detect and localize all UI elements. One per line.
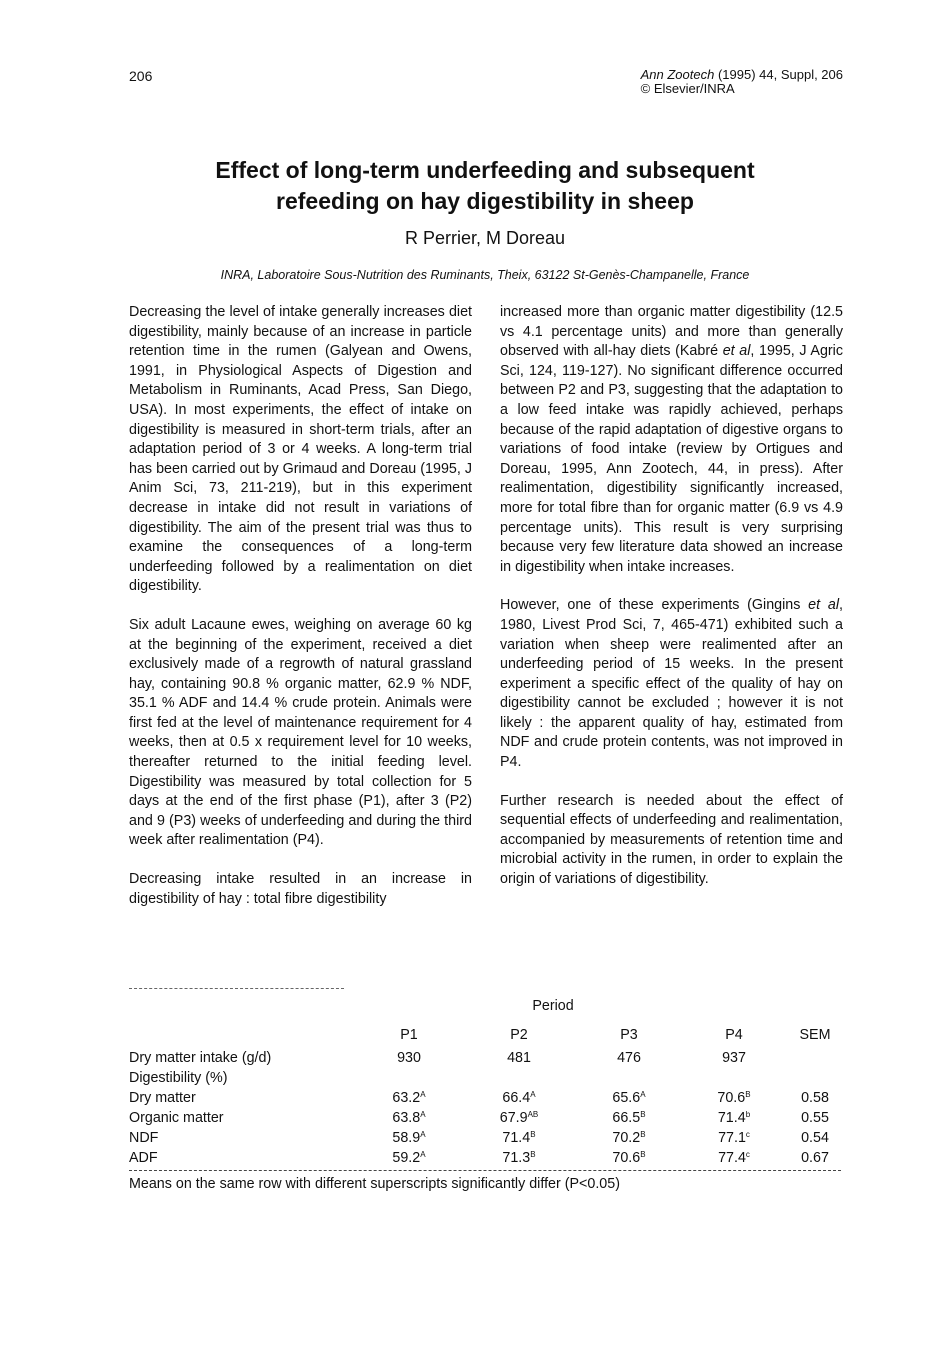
cell-value: 77.1	[718, 1130, 746, 1146]
p4-text-a: increased more than organic matter digestibility (12.5 vs 4.1 percentage units) and more than generally observed with all-hay diets (Kabré	[500, 304, 843, 360]
col-header-p3: P3	[620, 1027, 638, 1043]
table-cell	[459, 1068, 579, 1088]
sem-cell: 0.67	[801, 1150, 829, 1166]
sem-cell: 0.54	[801, 1130, 829, 1146]
row-label: Dry matter intake (g/d)	[129, 1050, 272, 1066]
significance-superscript: A	[420, 1130, 426, 1139]
journal-citation	[641, 68, 843, 96]
significance-superscript: c	[745, 1130, 750, 1139]
table-cell	[579, 1048, 679, 1068]
paragraph-1: Decreasing the level of intake generally increases diet digestibility, mainly because of an increase in particle retention time in the rumen (Galyean and Owens, 1991, in Physiological Aspects of Digestion and Metabolism in Ruminants, Acad Press, San Diego, USA). In most experiments, the effect of intake on digestibility is measured in short-term trials, after an adaptation period of 3 or 4 weeks. A long-term trial has been carried out by Grimaud and Doreau (1995, J Anim Sci, 73, 211-219), but in this experiment decrease in intake did not result in variations of digestibility. The aim of the present trial was thus to examine the consequences of a long-term underfeeding followed by a realimentation on diet digestibility.	[129, 304, 472, 595]
table-cell	[359, 1148, 459, 1168]
header-label-cell	[129, 1022, 359, 1048]
right-column	[500, 303, 843, 909]
significance-superscript: A	[420, 1150, 426, 1159]
sem-cell: 0.55	[801, 1110, 829, 1126]
table-cell	[579, 1108, 679, 1128]
paragraph-3: Decreasing intake resulted in an increase in digestibility of hay : total fibre digestibility	[129, 871, 472, 907]
affiliation: INRA, Laboratoire Sous-Nutrition des Ruminants, Theix, 63122 St-Genès-Champanelle, France	[220, 268, 750, 282]
paragraph-2: Six adult Lacaune ewes, weighing on average 60 kg at the beginning of the experiment, received a diet exclusively made of a regrowth of natural grassland hay, containing 90.8 % organic matter, 62.9 % NDF, 35.1 % ADF and 14.4 % crude protein. Animals were first fed at the level of maintenance requirement for 4 weeks, then at 0.5 x requirement level for 10 weeks, thereafter returned to the initial feeding level. Digestibility was measured by total collection for 5 days at the end of the first phase (P1), after 3 (P2) and 9 (P3) weeks of underfeeding and during the third week after realimentation (P4).	[129, 616, 472, 849]
cell-value: 77.4	[718, 1150, 746, 1166]
table-bottom-rule	[129, 1170, 841, 1171]
col-header-sem: SEM	[799, 1027, 831, 1043]
significance-superscript: c	[745, 1150, 750, 1159]
cell-value: 65.6	[612, 1090, 641, 1106]
table-footnote: Means on the same row with different superscripts significantly differ (P<0.05)	[129, 1176, 620, 1192]
significance-superscript: AB	[527, 1110, 539, 1119]
table-cell	[359, 1108, 459, 1128]
table-cell	[359, 1128, 459, 1148]
table-cell	[679, 1148, 789, 1168]
table-cell	[579, 1088, 679, 1108]
title-line-1: Effect of long-term underfeeding and subsequent	[215, 157, 755, 183]
table-cell	[459, 1148, 579, 1168]
table-cell	[359, 1088, 459, 1108]
cell-value: 66.5	[612, 1110, 641, 1126]
p5-etal: et al	[808, 597, 840, 614]
table-cell	[579, 1148, 679, 1168]
table-cell	[459, 1088, 579, 1108]
row-label: Dry matter	[129, 1090, 196, 1106]
row-label: Organic matter	[129, 1110, 224, 1126]
table-cell	[359, 1048, 459, 1068]
cell-value: 71.3	[502, 1150, 531, 1166]
cell-value: 937	[722, 1050, 746, 1066]
table-row	[129, 1108, 841, 1128]
table-cell	[459, 1108, 579, 1128]
row-label: ADF	[129, 1150, 158, 1166]
cell-value: 481	[507, 1050, 531, 1066]
page-number: 206	[129, 68, 153, 84]
table-cell	[679, 1128, 789, 1148]
table-cell	[359, 1068, 459, 1088]
table-cell	[579, 1128, 679, 1148]
table-cell	[579, 1068, 679, 1088]
table-row	[129, 1048, 841, 1068]
table-row	[129, 1148, 841, 1168]
paper-title	[60, 155, 910, 217]
table-header-row	[129, 1022, 841, 1048]
paragraph-4	[500, 303, 843, 577]
row-label: Digestibility (%)	[129, 1070, 228, 1086]
cell-value: 70.6	[612, 1150, 641, 1166]
p5-text-b: , 1980, Livest Prod Sci, 7, 465-471) exhibited such a variation when sheep were realimented after an underfeeding period of 15 weeks. In the present experiment a specific effect of the quality of hay on digestibility cannot be excluded ; however it is not likely : the apparent quality of hay, estimated from NDF and crude protein contents, was not improved in P4.	[500, 597, 843, 771]
cell-value: 71.4	[717, 1110, 746, 1126]
sem-cell	[789, 1068, 841, 1088]
table-row	[129, 1128, 841, 1148]
col-header-p4: P4	[725, 1027, 743, 1043]
title-line-2: refeeding on hay digestibility in sheep	[276, 188, 694, 214]
paragraph-6: Further research is needed about the effect of sequential effects of underfeeding and realimentation, accompanied by measurements of retention time and microbial activity in the rumen, in order to explain the origin of variations of digestibility.	[500, 792, 843, 888]
authors: R Perrier, M Doreau	[404, 228, 566, 248]
sem-cell: 0.58	[801, 1090, 829, 1106]
significance-superscript: A	[530, 1090, 536, 1099]
table-top-rule	[129, 988, 344, 989]
sem-cell	[789, 1048, 841, 1068]
journal-name: Ann Zootech	[640, 67, 715, 82]
row-label: NDF	[129, 1130, 159, 1146]
table-cell	[459, 1048, 579, 1068]
significance-superscript: A	[420, 1090, 426, 1099]
cell-value: 63.2	[392, 1090, 421, 1106]
cell-value: 67.9	[499, 1110, 528, 1126]
p4-etal: et al	[722, 343, 751, 360]
table-cell	[679, 1088, 789, 1108]
table-cell	[679, 1048, 789, 1068]
table-row	[129, 1068, 841, 1088]
cell-value: 70.6	[717, 1090, 746, 1106]
significance-superscript: A	[420, 1110, 426, 1119]
cell-value: 930	[397, 1050, 421, 1066]
table-cell	[679, 1068, 789, 1088]
significance-superscript: B	[640, 1110, 646, 1119]
paragraph-5	[500, 596, 843, 772]
col-header-p1: P1	[400, 1027, 418, 1043]
cell-value: 59.2	[392, 1150, 421, 1166]
table-body	[129, 1048, 841, 1168]
significance-superscript: B	[640, 1150, 646, 1159]
period-header: Period	[532, 998, 574, 1014]
significance-superscript: B	[530, 1130, 536, 1139]
col-header-p2: P2	[510, 1027, 528, 1043]
left-column	[129, 303, 472, 928]
cell-value: 58.9	[392, 1130, 421, 1146]
journal-ref: (1995) 44, Suppl, 206	[714, 67, 843, 82]
table-row	[129, 1088, 841, 1108]
significance-superscript: B	[640, 1130, 646, 1139]
p5-text-a: However, one of these experiments (Gingins	[500, 597, 809, 614]
significance-superscript: B	[530, 1150, 536, 1159]
table-cell	[459, 1128, 579, 1148]
table-cell	[679, 1108, 789, 1128]
significance-superscript: b	[745, 1110, 751, 1119]
cell-value: 476	[617, 1050, 641, 1066]
significance-superscript: A	[640, 1090, 646, 1099]
significance-superscript: B	[745, 1090, 751, 1099]
cell-value: 71.4	[502, 1130, 531, 1146]
cell-value: 70.2	[612, 1130, 641, 1146]
cell-value: 66.4	[502, 1090, 531, 1106]
copyright: © Elsevier/INRA	[640, 81, 735, 96]
p4-text-b: , 1995, J Agric Sci, 124, 119-127). No significant difference occurred between P2 and P3, suggesting that the adaptation to a low feed intake was rapidly achieved, perhaps because of the rapid adaptation of digestive organs to variations of food intake (review by Ortigues and Doreau, 1995, Ann Zootech, 44, in press). After realimentation, digestibility significantly increased, more for total fibre than for organic matter (6.9 vs 4.9 percentage units). This result is very surprising because very few literature data showed an increase in digestibility when intake increases.	[500, 343, 843, 575]
cell-value: 63.8	[392, 1110, 421, 1126]
